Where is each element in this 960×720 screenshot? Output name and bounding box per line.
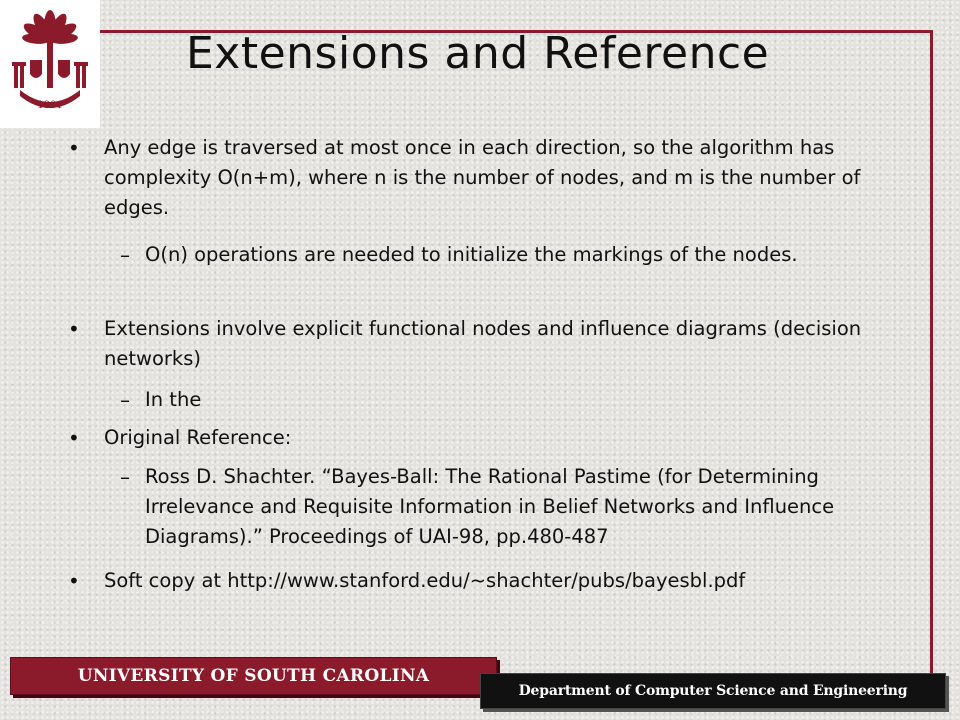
bullet-marker: • [68, 569, 80, 593]
bullet-line: Any edge is traversed at most once in each direction, so the algorithm has [104, 136, 835, 159]
university-footer-banner: UNIVERSITY OF SOUTH CAROLINA [10, 657, 497, 695]
bullet-line: Irrelevance and Requisite Information in Belief Networks and Influence [145, 495, 835, 518]
bullet-line: networks) [104, 347, 201, 370]
department-footer-banner: Department of Computer Science and Engineering [480, 673, 946, 709]
sub-bullet-text [145, 462, 834, 552]
bullet-text [104, 314, 861, 374]
bullet-line: edges. [104, 196, 170, 219]
bullet-text [104, 423, 291, 453]
bullet-text [104, 566, 745, 596]
bullet-line: O(n) operations are needed to initialize the markings of the nodes. [145, 243, 798, 266]
sub-bullet-text [145, 385, 201, 415]
bullet-line: Original Reference: [104, 426, 292, 449]
sub-bullet-marker: – [120, 388, 130, 412]
bullet-line: Diagrams).” Proceedings of UAI-98, pp.480-487 [145, 525, 609, 548]
bullet-text [104, 133, 860, 223]
bullet-line: In the [145, 388, 202, 411]
sub-bullet-text [145, 240, 798, 270]
bullet-marker: • [68, 317, 80, 341]
sub-bullet-marker: – [120, 465, 130, 489]
bullet-line: Extensions involve explicit functional nodes and influence diagrams (decision [104, 317, 862, 340]
bullet-marker: • [68, 136, 80, 160]
bullet-line: Ross D. Shachter. “Bayes-Ball: The Rational Pastime (for Determining [145, 465, 819, 488]
sub-bullet-marker: – [120, 243, 130, 267]
bullet-line: complexity O(n+m), where n is the number of nodes, and m is the number of [104, 166, 861, 189]
bullet-line: Soft copy at http://www.stanford.edu/~shachter/pubs/bayesbl.pdf [104, 569, 746, 592]
bullet-marker: • [68, 426, 80, 450]
slide-title: Extensions and Reference [186, 28, 770, 79]
logo-year-text: 1801 [37, 100, 63, 111]
